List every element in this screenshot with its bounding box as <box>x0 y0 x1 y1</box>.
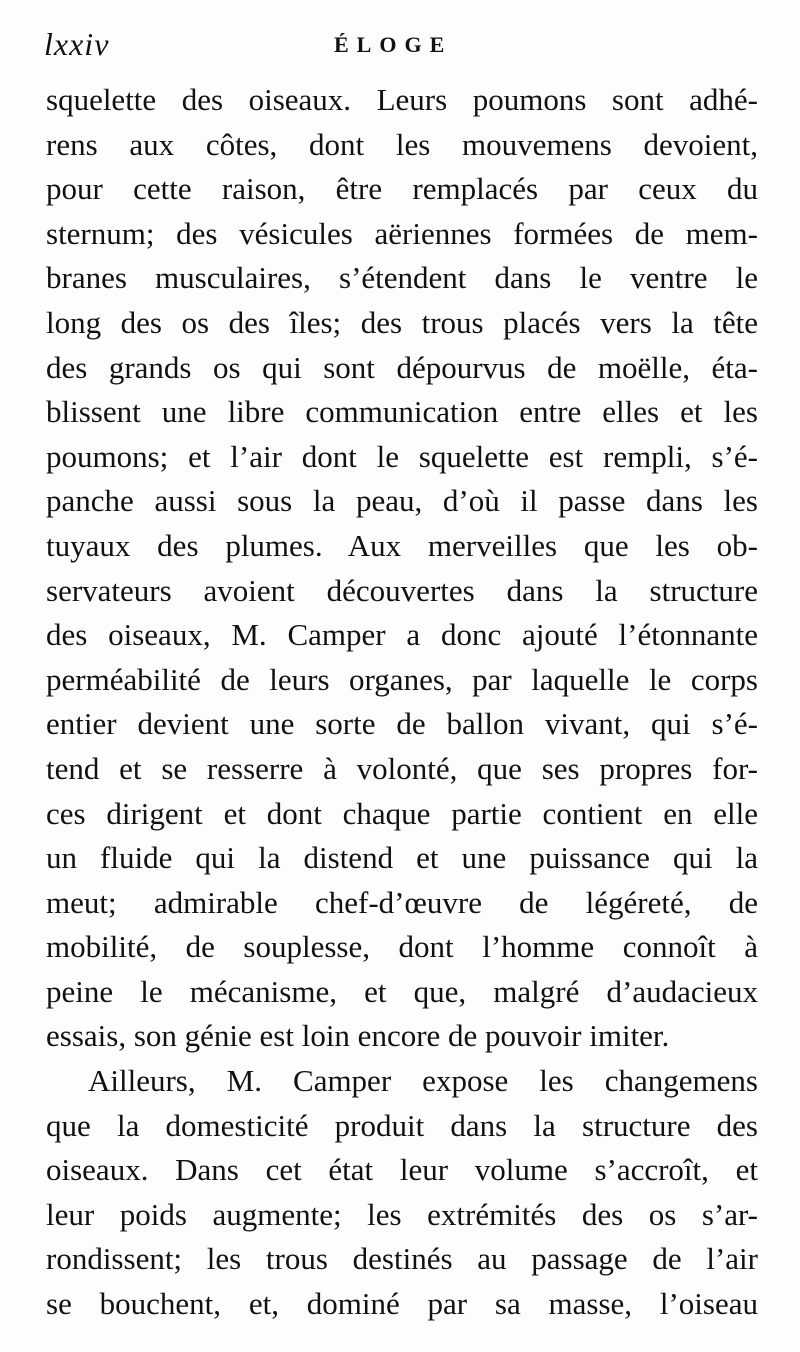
text-line: blissent une libre communication entre elles et les <box>46 394 758 430</box>
text-line: des grands os qui sont dépourvus de moëlle, éta- <box>46 349 758 385</box>
text-line: long des os des îles; des trous placés vers la tête <box>46 304 758 340</box>
text-line: pour cette raison, être remplacés par ceux du <box>46 171 758 207</box>
text-line: tuyaux des plumes. Aux merveilles que les ob- <box>46 527 758 563</box>
text-line: perméabilité de leurs organes, par laquelle le corps <box>46 661 758 697</box>
text-line: Ailleurs, M. Camper expose les changemens <box>88 1063 758 1099</box>
text-line: tend et se resserre à volonté, que ses propres for- <box>46 750 758 786</box>
text-line: servateurs avoient découvertes dans la structure <box>46 572 758 608</box>
text-line: poumons; et l’air dont le squelette est rempli, s’é- <box>46 438 758 474</box>
text-line: entier devient une sorte de ballon vivant, qui s’é- <box>46 706 758 742</box>
text-line: panche aussi sous la peau, d’où il passe dans les <box>46 483 758 519</box>
text-line: des oiseaux, M. Camper a donc ajouté l’étonnante <box>46 617 758 653</box>
page-header <box>44 26 756 66</box>
text-line: que la domesticité produit dans la structure des <box>46 1107 758 1143</box>
text-line: un fluide qui la distend et une puissance qui la <box>46 840 758 876</box>
text-line: rens aux côtes, dont les mouvemens devoient, <box>46 126 758 162</box>
text-line: se bouchent, et, dominé par sa masse, l’oiseau <box>46 1286 758 1322</box>
text-line: branes musculaires, s’étendent dans le ventre le <box>46 260 758 296</box>
text-line: mobilité, de souplesse, dont l’homme connoît à <box>46 929 758 965</box>
text-line: ces dirigent et dont chaque partie contient en elle <box>46 795 758 831</box>
text-line: sternum; des vésicules aëriennes formées de mem- <box>46 215 758 251</box>
text-line: peine le mécanisme, et que, malgré d’audacieux <box>46 973 758 1009</box>
running-head: ÉLOGE <box>334 32 453 57</box>
page-number: lxxiv <box>44 26 110 62</box>
text-line: essais, son génie est loin encore de pouvoir imiter. <box>46 1018 670 1054</box>
text-line: meut; admirable chef-d’œuvre de légéreté, de <box>46 884 758 920</box>
text-line: leur poids augmente; les extrémités des os s’ar- <box>46 1196 758 1232</box>
body-text <box>46 78 758 1327</box>
text-line: rondissent; les trous destinés au passage de l’air <box>46 1241 758 1277</box>
text-line: squelette des oiseaux. Leurs poumons sont adhé- <box>46 82 758 117</box>
text-line: oiseaux. Dans cet état leur volume s’accroît, et <box>46 1152 758 1188</box>
